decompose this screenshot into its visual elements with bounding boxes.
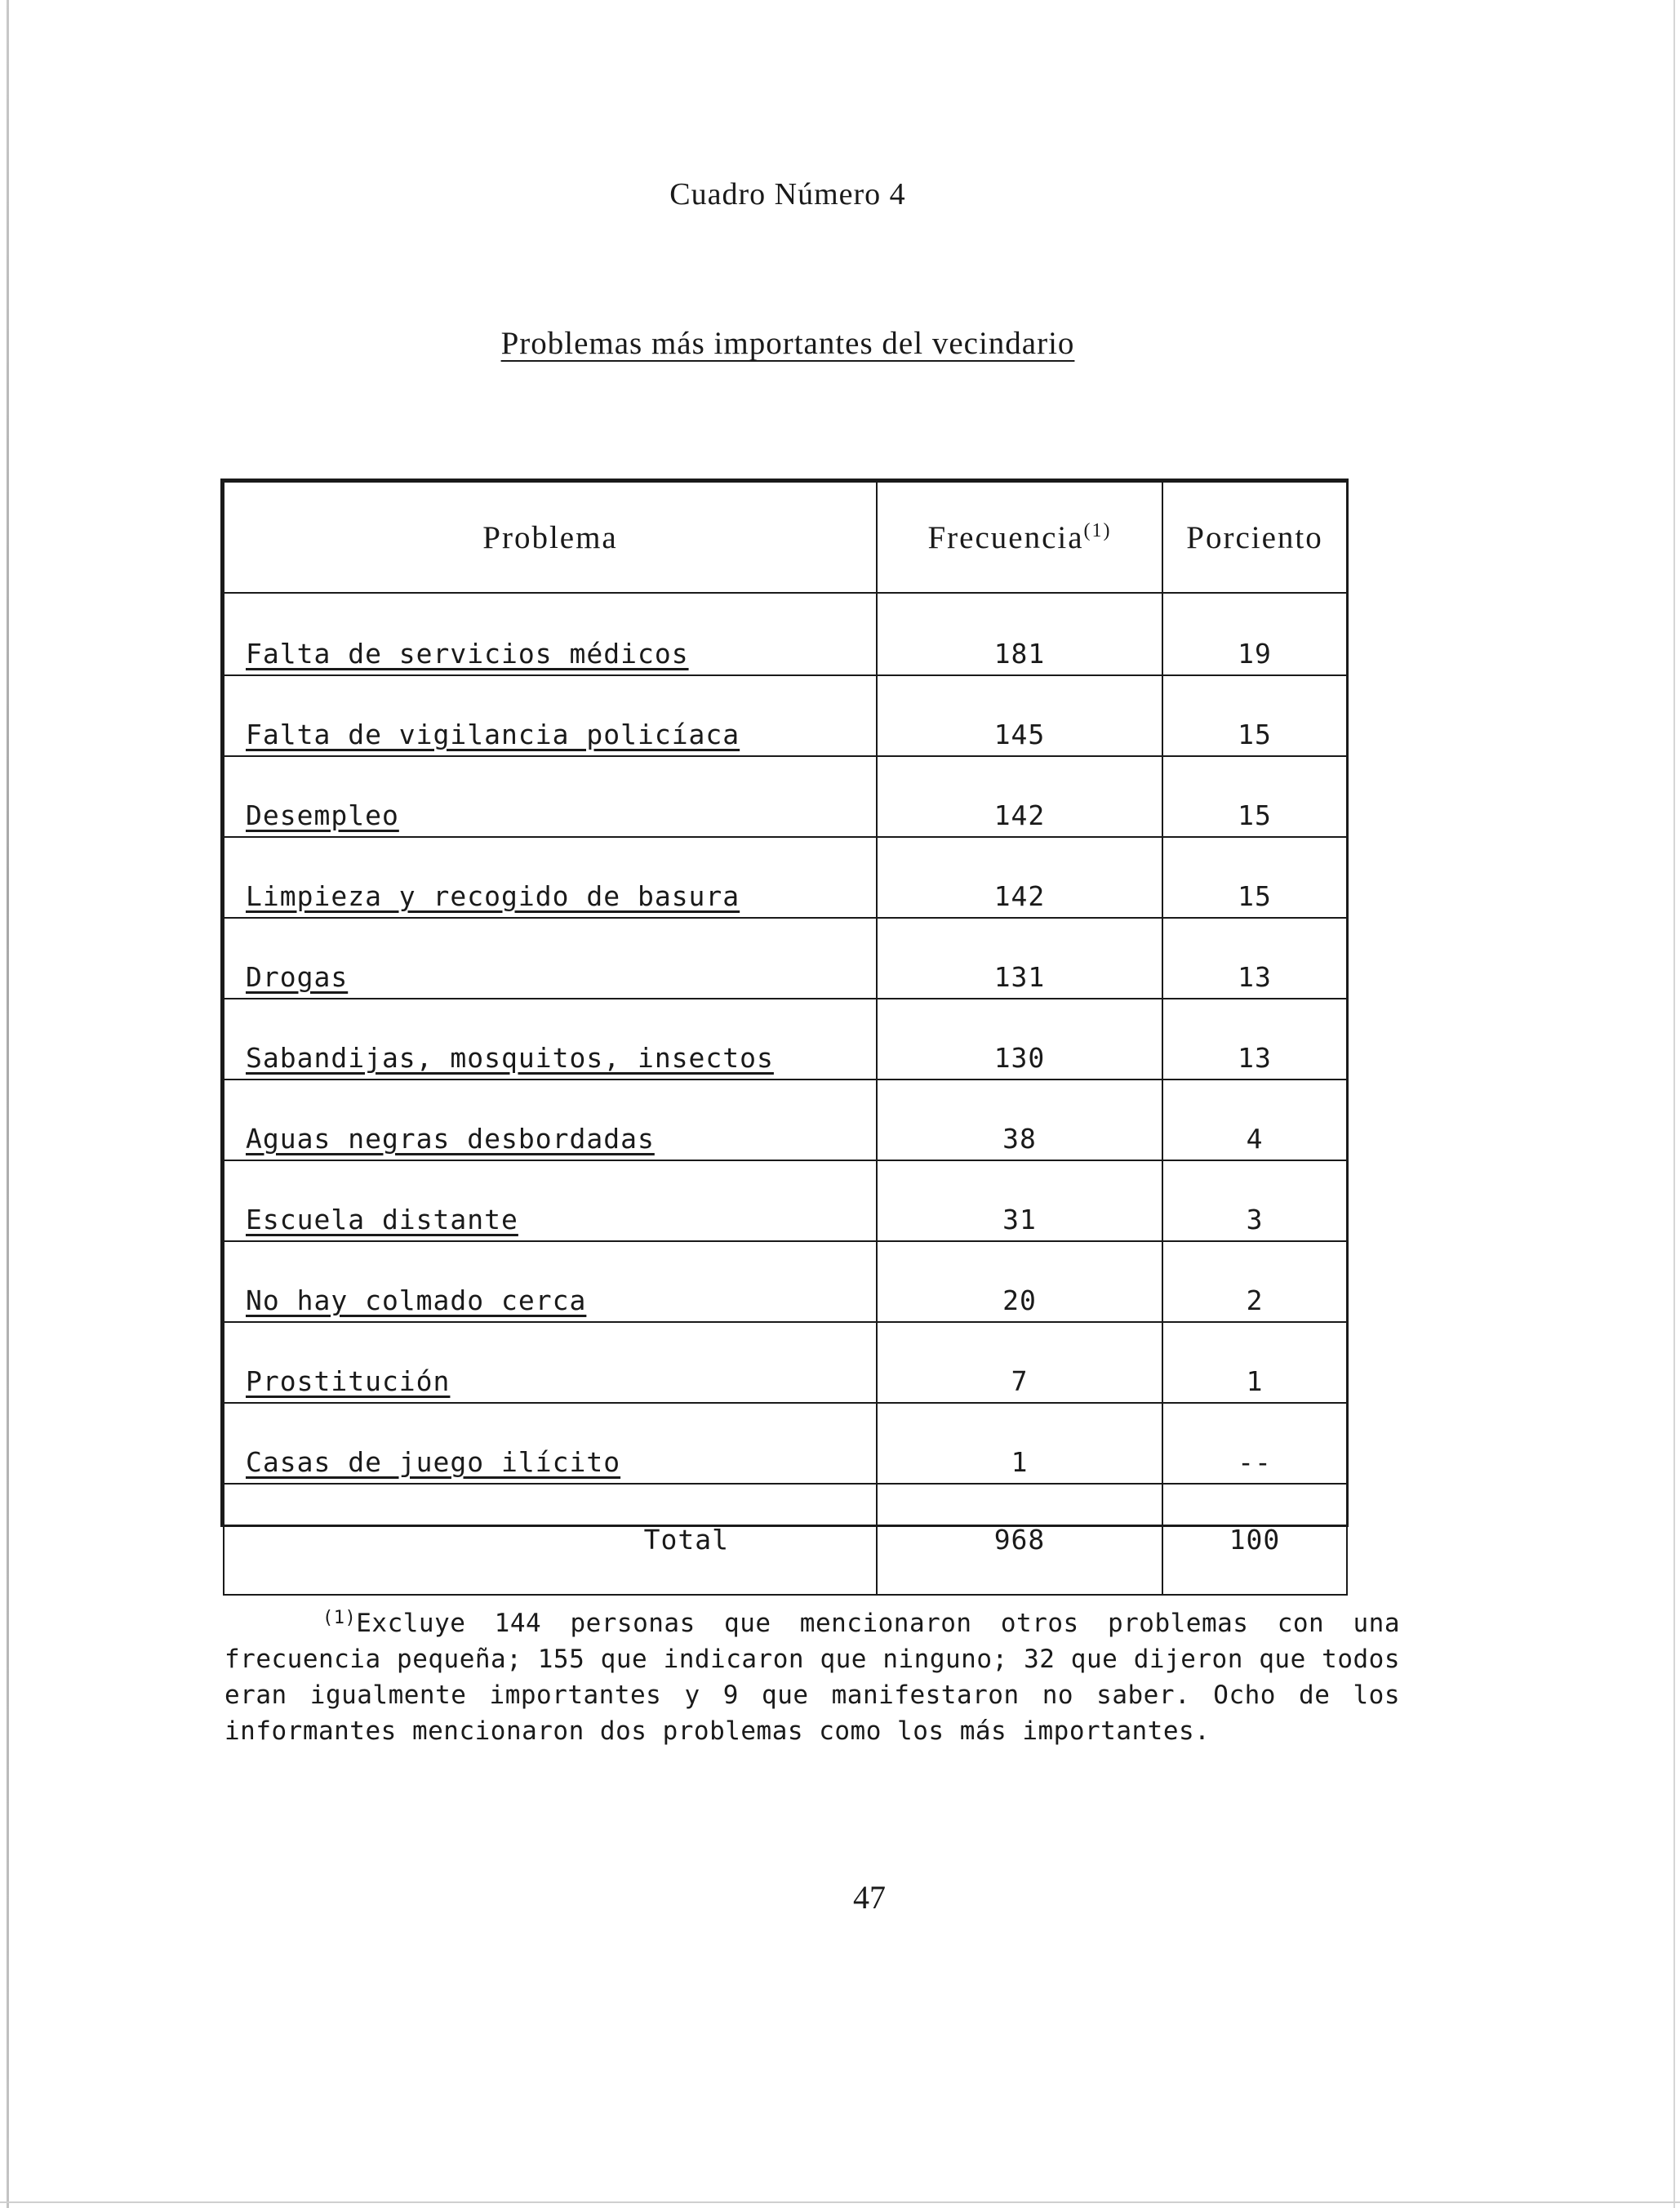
cell-problem: Drogas [224, 918, 877, 999]
cell-frequency: 38 [877, 1080, 1162, 1160]
cell-problem: Escuela distante [224, 1160, 877, 1241]
table-row [224, 1322, 1347, 1403]
table-row [224, 999, 1347, 1080]
cell-problem: Falta de vigilancia policíaca [224, 675, 877, 756]
cell-problem: Casas de juego ilícito [224, 1403, 877, 1484]
table-row [224, 756, 1347, 837]
total-percent: 100 [1162, 1484, 1347, 1595]
cell-percent: 2 [1162, 1241, 1347, 1322]
scan-edge-bottom [0, 2201, 1680, 2203]
table-row [224, 1080, 1347, 1160]
cell-frequency: 142 [877, 756, 1162, 837]
table-row [224, 1160, 1347, 1241]
header-frequency [877, 482, 1162, 593]
cell-frequency: 31 [877, 1160, 1162, 1241]
cell-percent: 15 [1162, 756, 1347, 837]
footnote-marker: (1) [322, 1608, 357, 1628]
cell-percent: -- [1162, 1403, 1347, 1484]
table-number-title: Cuadro Número 4 [669, 177, 906, 211]
cell-percent: 15 [1162, 837, 1347, 918]
cell-frequency: 7 [877, 1322, 1162, 1403]
cell-problem: Desempleo [224, 756, 877, 837]
header-percent: Porciento [1162, 482, 1347, 593]
table-total-row [224, 1484, 1347, 1595]
cell-percent: 13 [1162, 918, 1347, 999]
cell-problem: Prostitución [224, 1322, 877, 1403]
table-footnote [224, 1600, 1400, 1749]
cell-percent: 15 [1162, 675, 1347, 756]
header-problem: Problema [224, 482, 877, 593]
total-label: Total [224, 1484, 877, 1595]
cell-percent: 4 [1162, 1080, 1347, 1160]
table-subtitle: Problemas más importantes del vecindario [500, 326, 1075, 361]
header-frequency-label: Frecuencia [927, 519, 1084, 555]
problems-table-frame [220, 479, 1349, 1556]
table-header-row [224, 482, 1347, 593]
cell-percent: 19 [1162, 593, 1347, 675]
cell-frequency: 145 [877, 675, 1162, 756]
table-row [224, 918, 1347, 999]
table-row [224, 593, 1347, 675]
header-frequency-footnote-marker: (1) [1083, 519, 1112, 541]
cell-problem: No hay colmado cerca [224, 1241, 877, 1322]
cell-frequency: 130 [877, 999, 1162, 1080]
footnote-text: Excluye 144 personas que mencionaron otros problemas con una frecuencia pequeña; 155 que indicaron que ninguno; 32 que dijeron que todos eran igualmente importantes y 9 que manifestaron no saber. Ocho de los informantes mencionaron dos problemas como los más importantes. [224, 1609, 1400, 1746]
table-row [224, 1241, 1347, 1322]
cell-percent: 3 [1162, 1160, 1347, 1241]
cell-problem: Sabandijas, mosquitos, insectos [224, 999, 877, 1080]
page-number: 47 [853, 1879, 886, 1916]
total-frequency: 968 [877, 1484, 1162, 1595]
cell-frequency: 131 [877, 918, 1162, 999]
cell-problem: Aguas negras desbordadas [224, 1080, 877, 1160]
cell-percent: 1 [1162, 1322, 1347, 1403]
table-row [224, 837, 1347, 918]
problems-table [223, 481, 1348, 1596]
cell-problem: Falta de servicios médicos [224, 593, 877, 675]
cell-frequency: 142 [877, 837, 1162, 918]
cell-frequency: 1 [877, 1403, 1162, 1484]
table-row [224, 675, 1347, 756]
cell-problem: Limpieza y recogido de basura [224, 837, 877, 918]
cell-percent: 13 [1162, 999, 1347, 1080]
cell-frequency: 181 [877, 593, 1162, 675]
scan-edge-right [1673, 0, 1675, 2208]
table-row [224, 1403, 1347, 1484]
cell-frequency: 20 [877, 1241, 1162, 1322]
